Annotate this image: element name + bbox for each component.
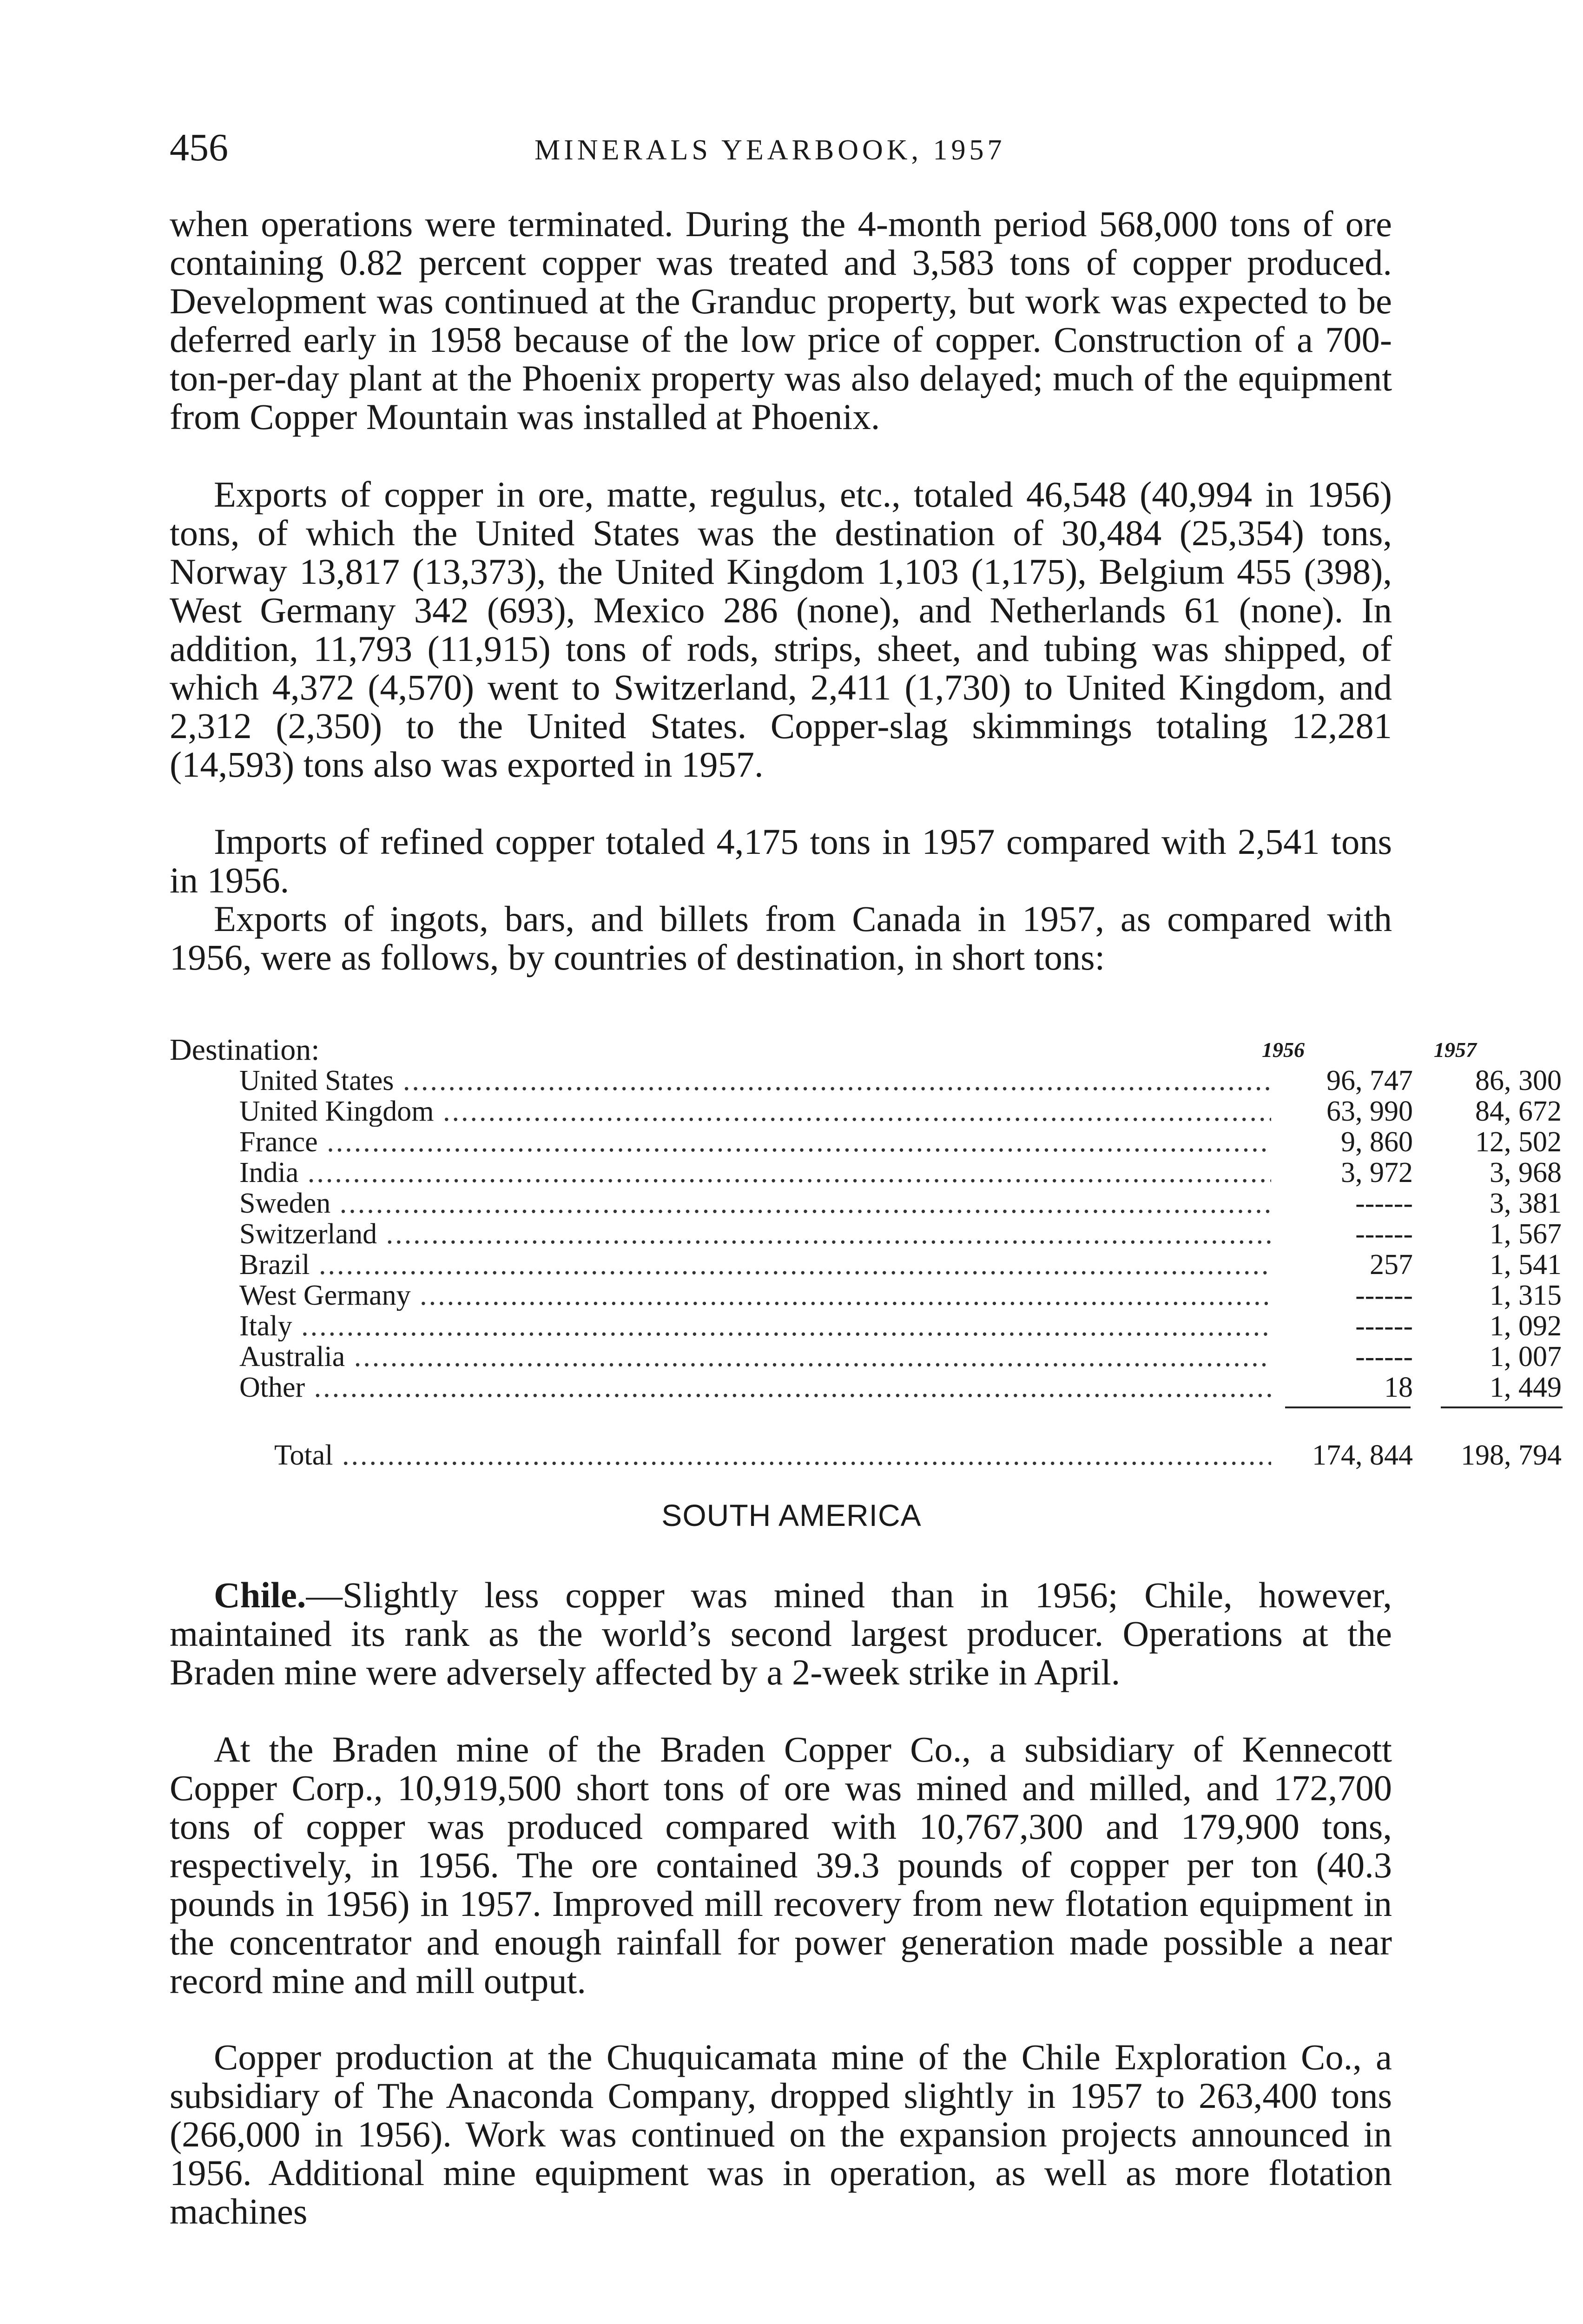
row-value-1956: ------: [1355, 1310, 1413, 1342]
paragraph-refined-imports: Imports of refined copper totaled 4,175 tons in 1957 compared with 2,541 tons in 1956.: [170, 821, 1392, 900]
row-value-1956: 18: [1384, 1372, 1413, 1403]
row-value-1957: 1, 007: [1490, 1341, 1562, 1373]
table-row: [170, 1065, 1562, 1096]
table-row: [170, 1157, 1562, 1188]
row-value-1956: 63, 990: [1326, 1096, 1413, 1127]
row-value-1956: 3, 972: [1341, 1157, 1413, 1188]
row-destination: Italy .....: [239, 1311, 1271, 1341]
row-destination: Australia .....: [239, 1341, 1271, 1372]
running-head: MINERALS YEARBOOK, 1957: [534, 134, 1006, 166]
row-destination: Other .....: [239, 1372, 1271, 1403]
table-total-row: [170, 1439, 1562, 1471]
row-destination: France .....: [239, 1127, 1271, 1157]
table-row: [170, 1126, 1562, 1158]
chile-text: —Slightly less copper was mined than in 1956; Chile, however, maintained its rank as the world’s second largest producer. Operations at the Braden mine were adversely affected by a 2-week strike in April.: [170, 1575, 1392, 1692]
page-header: [170, 125, 1397, 171]
row-destination: India .....: [239, 1157, 1271, 1188]
row-value-1957: 3, 968: [1490, 1157, 1562, 1188]
row-value-1957: 3, 381: [1490, 1188, 1562, 1219]
table-row: [170, 1280, 1562, 1311]
table-header: [170, 1033, 1477, 1067]
row-value-1956: ------: [1355, 1218, 1413, 1250]
table-row: [170, 1341, 1562, 1373]
paragraph-copper-exports: Exports of copper in ore, matte, regulus, etc., totaled 46,548 (40,994 in 1956) tons, of which the United States was the destination of 30,484 (25,354) tons, Norway 13,817 (13,373), the United Kingdom 1,103 (1,175), Belgium 455 (398), West Germany 342 (693), Mexico 286 (none), and Netherlands 61 (none). In addition, 11,793 (11,915) tons of rods, strips, sheet, and tubing was shipped, of which 4,372 (4,570) went to Switzerland, 2,411 (1,730) to United Kingdom, and 2,312 (2,350) to the United States. Copper-slag skimmings totaling 12,281 (14,593) tons also was exported in 1957.: [170, 474, 1392, 785]
total-rule-1957: [1441, 1406, 1563, 1408]
table-row: [170, 1188, 1562, 1219]
paragraph-granduc-phoenix: when operations were terminated. During the 4-month period 568,000 tons of ore containing 0.82 percent copper was treated and 3,583 tons of copper produced. Development was continued at the Granduc property, but work was expected to be deferred early in 1958 because of the low price of copper. Construction of a 700-ton-per-day plant at the Phoenix property was also delayed; much of the equipment from Copper Mountain was installed at Phoenix.: [170, 204, 1392, 437]
total-label: Total .....: [274, 1440, 1271, 1471]
column-header-1956: 1956: [1262, 1038, 1305, 1062]
table-row: [170, 1310, 1562, 1342]
row-value-1957: 1, 567: [1490, 1218, 1562, 1250]
row-value-1957: 1, 092: [1490, 1310, 1562, 1342]
section-title: SOUTH AMERICA: [661, 1498, 922, 1532]
row-destination: Brazil .....: [239, 1249, 1271, 1280]
table-row: [170, 1249, 1562, 1281]
paragraph-ingot-exports-intro: Exports of ingots, bars, and billets from Canada in 1957, as compared with 1956, were as follows, by countries of destination, in short tons:: [170, 898, 1392, 977]
row-value-1956: ------: [1355, 1280, 1413, 1311]
column-header-1957: 1957: [1434, 1038, 1477, 1062]
row-destination: Sweden .....: [239, 1188, 1271, 1219]
total-value-1957: 198, 794: [1461, 1439, 1562, 1471]
row-value-1957: 84, 672: [1475, 1096, 1562, 1127]
row-value-1957: 1, 541: [1490, 1249, 1562, 1281]
destination-label: Destination:: [170, 1033, 320, 1067]
row-value-1957: 12, 502: [1475, 1126, 1562, 1158]
row-value-1956: 257: [1370, 1249, 1413, 1281]
row-destination: United States .....: [239, 1065, 1271, 1096]
table-row: [170, 1218, 1562, 1250]
row-value-1956: ------: [1355, 1341, 1413, 1373]
table-row: [170, 1096, 1562, 1127]
total-value-1956: 174, 844: [1312, 1439, 1413, 1471]
row-value-1956: 9, 860: [1341, 1126, 1413, 1158]
row-destination: Switzerland .....: [239, 1219, 1271, 1249]
row-value-1957: 1, 449: [1490, 1372, 1562, 1403]
chile-label: Chile.: [214, 1575, 306, 1615]
row-value-1957: 1, 315: [1490, 1280, 1562, 1311]
row-value-1956: 96, 747: [1326, 1065, 1413, 1096]
total-rule-1956: [1285, 1406, 1411, 1408]
table-row: [170, 1372, 1562, 1403]
row-destination: West Germany .....: [239, 1280, 1271, 1311]
paragraph-chuquicamata: Copper production at the Chuquicamata mine of the Chile Exploration Co., a subsidiary of The Anaconda Company, dropped slightly in 1957 to 263,400 tons (266,000 in 1956). Work was continued on the expansion projects announced in 1956. Additional mine equipment was in operation, as well as more flotation machines: [170, 2037, 1392, 2232]
row-destination: United Kingdom .....: [239, 1096, 1271, 1127]
page-number: 456: [170, 126, 228, 169]
row-value-1956: ------: [1355, 1188, 1413, 1219]
row-value-1957: 86, 300: [1475, 1065, 1562, 1096]
paragraph-braden-mine: At the Braden mine of the Braden Copper Co., a subsidiary of Kennecott Copper Corp., 10,919,500 short tons of ore was mined and milled, and 172,700 tons of copper was produced compared with 10,767,300 and 179,900 tons, respectively, in 1956. The ore contained 39.3 pounds of copper per ton (40.3 pounds in 1956) in 1957. Improved mill recovery from new flotation equipment in the concentrator and enough rainfall for power generation made possible a near record mine and mill output.: [170, 1729, 1392, 2001]
paragraph-chile: [170, 1576, 1392, 1691]
